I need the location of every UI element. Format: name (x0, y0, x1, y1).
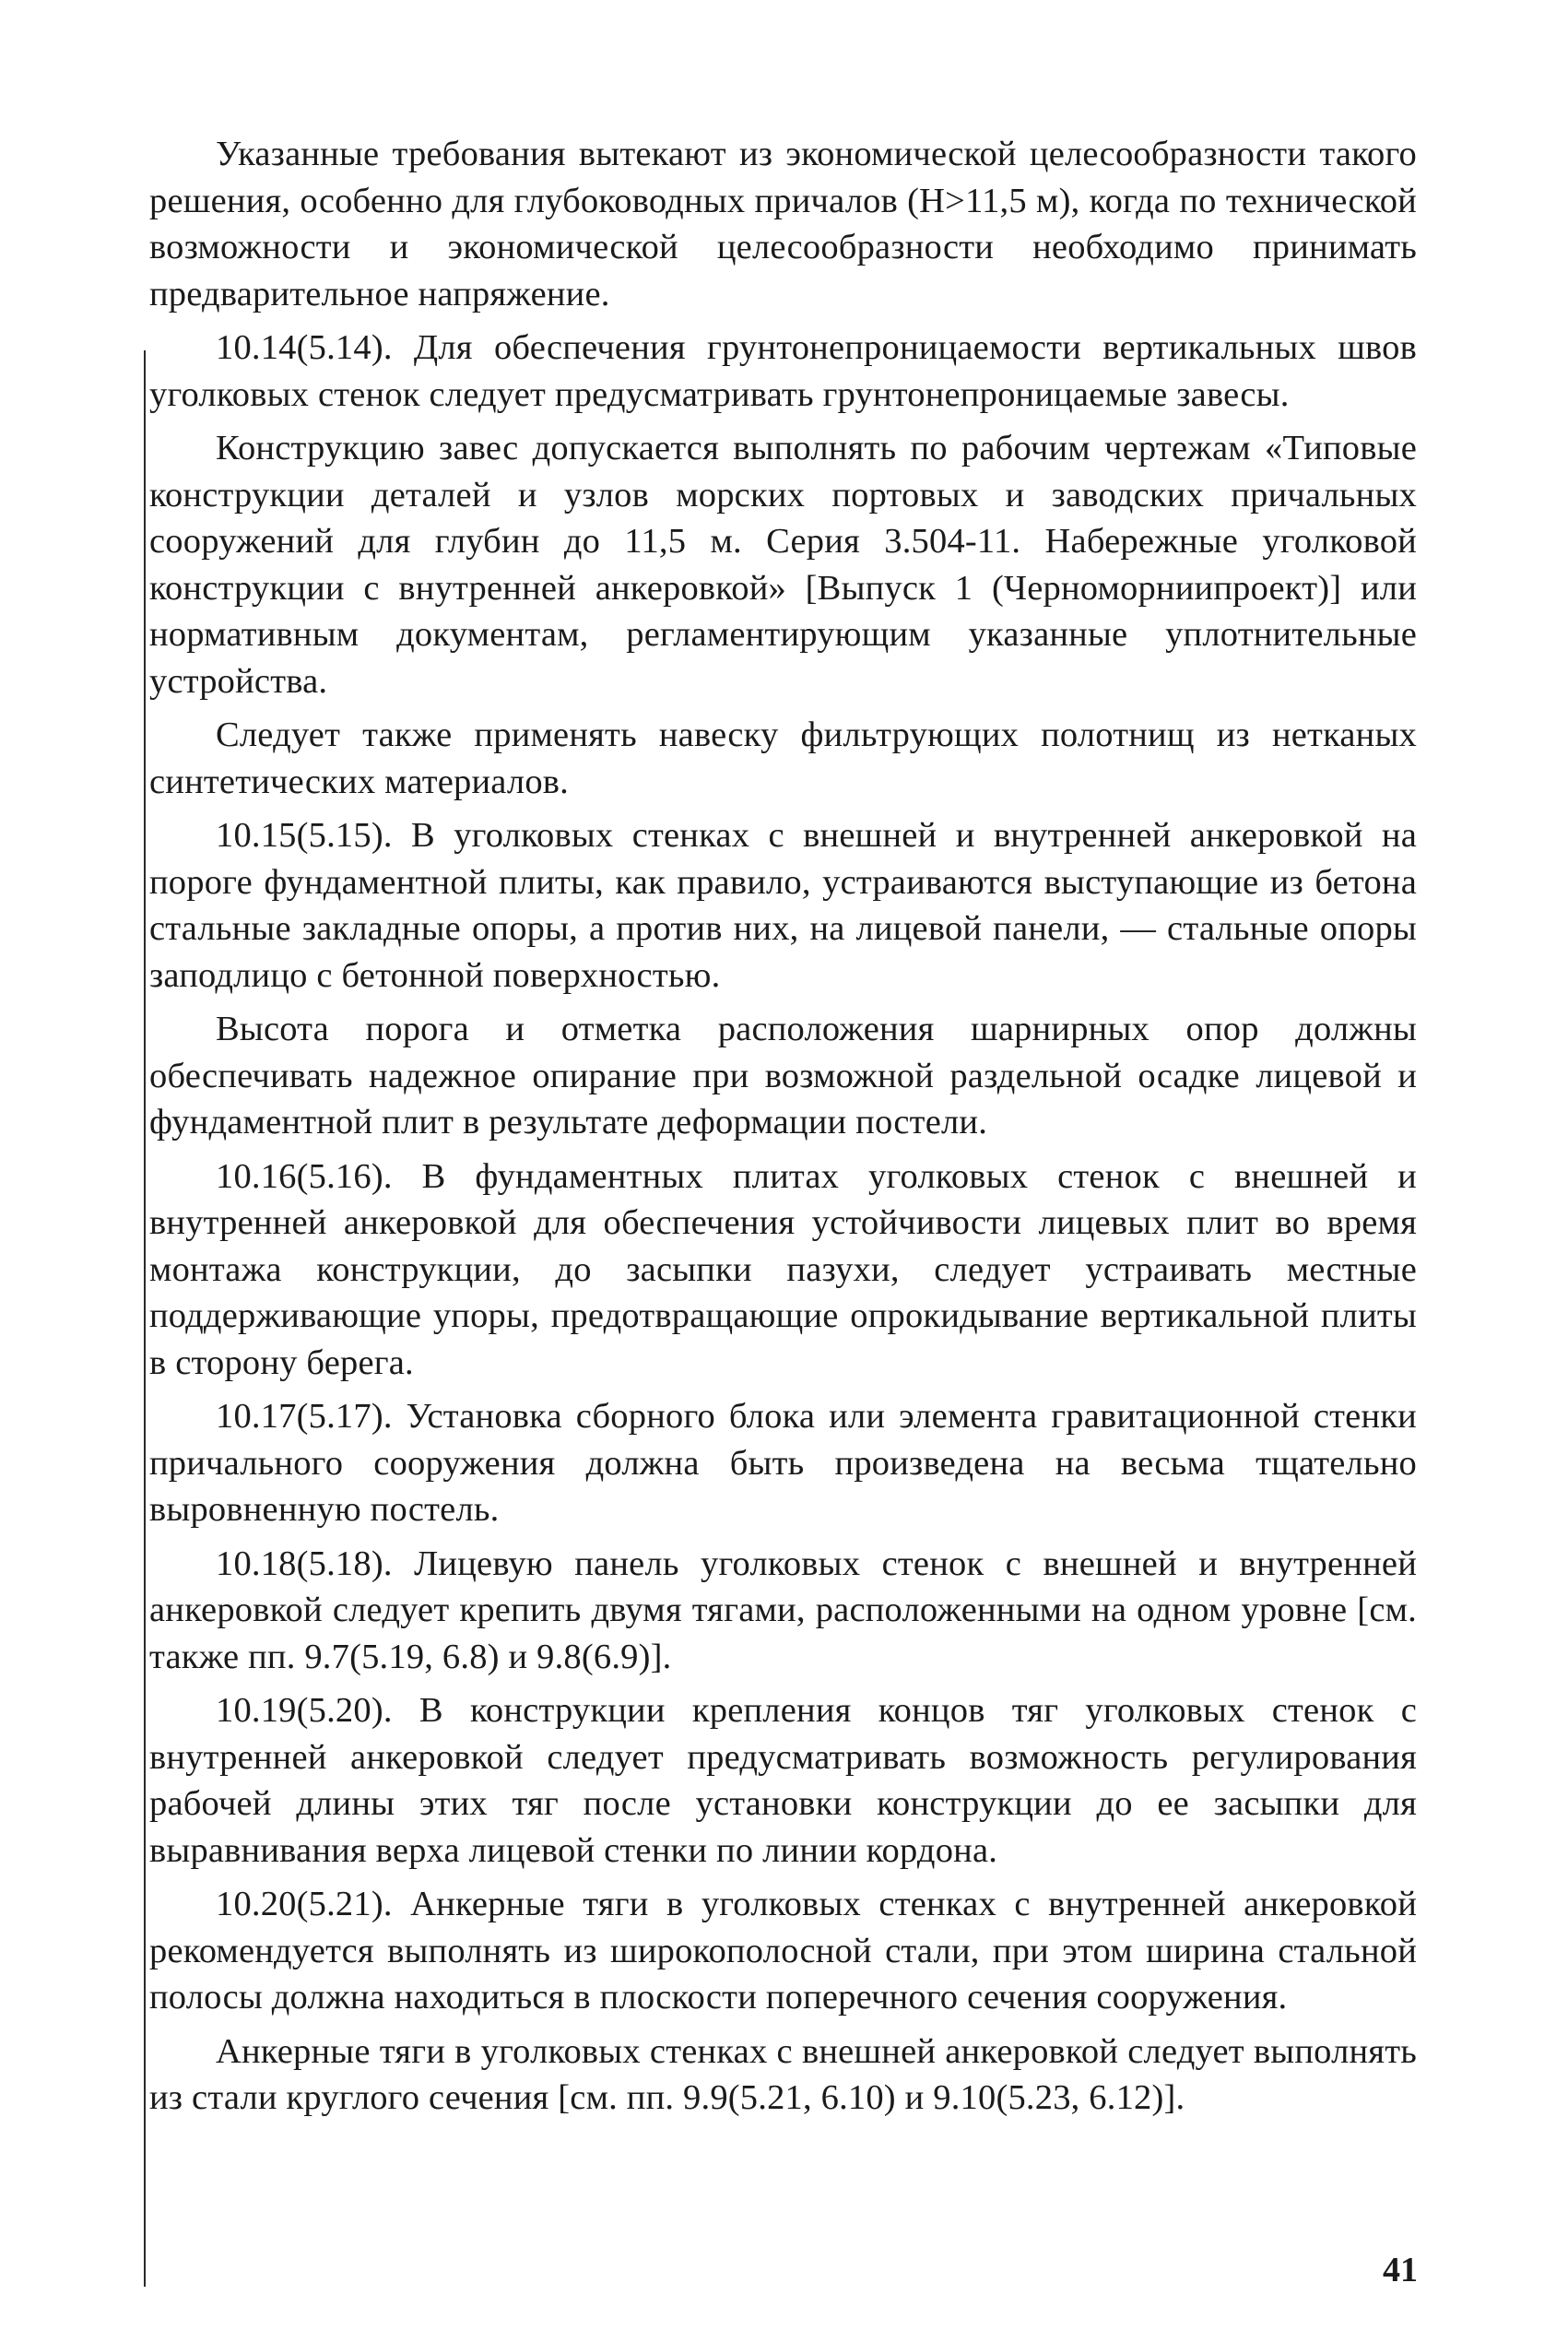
paragraph-10-16: 10.16(5.16). В фундаментных плитах уголковых стенок с внешней и внутренней анкеровкой для обеспечения устойчивости лицевых плит во время монтажа конструкции, до засыпки пазухи, следует устраивать местные поддерживающие упоры, предотвращающие опрокидывание вертикальной плиты в сторону берега. (149, 1156, 1417, 1382)
paragraph-10-14: 10.14(5.14). Для обеспечения грунтонепроницаемости вертикальных швов уголковых стенок следует предусматривать грунтонепроницаемые завесы. (149, 328, 1417, 414)
page-number: 41 (1383, 2251, 1418, 2289)
paragraph-threshold-height: Высота порога и отметка расположения шарнирных опор должны обеспечивать надежное опирание при возможной раздельной осадке лицевой и фундаментной плит в результате деформации постели. (149, 1010, 1417, 1141)
paragraph-10-15: 10.15(5.15). В уголковых стенках с внешней и внутренней анкеровкой на пороге фундаментной плиты, как правило, устраиваются выступающие из бетона стальные закладные опоры, а против них, на лицевой панели, — стальные опоры заподлицо с бетонной поверхностью. (149, 816, 1417, 995)
paragraph-10-20: 10.20(5.21). Анкерные тяги в уголковых стенках с внутренней анкеровкой рекомендуется выполнять из широкополосной стали, при этом ширина стальной полосы должна находиться в плоскости поперечного сечения сооружения. (149, 1885, 1417, 2017)
body-text (149, 131, 1417, 2129)
paragraph-filter-cloth: Следует также применять навеску фильтрующих полотнищ из нетканых синтетических материалов. (149, 716, 1417, 801)
paragraph-external-anchor-rods: Анкерные тяги в уголковых стенках с внешней анкеровкой следует выполнять из стали круглого сечения [см. пп. 9.9(5.21, 6.10) и 9.10(5.23, 6.12)]. (149, 2031, 1417, 2117)
paragraph-requirements: Указанные требования вытекают из экономической целесообразности такого решения, особенно для глубоководных причалов (H>11,5 м), когда по технической возможности и экономической целесообразности необходимо принимать предварительное напряжение. (149, 135, 1417, 313)
paragraph-curtain-design: Конструкцию завес допускается выполнять по рабочим чертежам «Типовые конструкции деталей и узлов морских портовых и заводских причальных сооружений для глубин до 11,5 м. Серия 3.504-11. Набережные уголковой конструкции с внутренней анкеровкой» [Выпуск 1 (Черноморниипроект)] или нормативным документам, регламентирующим указанные уплотнительные устройства. (149, 429, 1417, 701)
margin-rule (144, 350, 146, 2287)
paragraph-10-19: 10.19(5.20). В конструкции крепления концов тяг уголковых стенок с внутренней анкеровкой следует предусматривать возможность регулирования рабочей длины этих тяг после установки конструкции до ее засыпки для выравнивания верха лицевой стенки по линии кордона. (149, 1691, 1417, 1870)
paragraph-10-17: 10.17(5.17). Установка сборного блока или элемента гравитационной стенки причального сооружения должна быть произведена на весьма тщательно выровненную постель. (149, 1397, 1417, 1529)
paragraph-10-18: 10.18(5.18). Лицевую панель уголковых стенок с внешней и внутренней анкеровкой следует крепить двумя тягами, расположенными на одном уровне [см. также пп. 9.7(5.19, 6.8) и 9.8(6.9)]. (149, 1544, 1417, 1676)
